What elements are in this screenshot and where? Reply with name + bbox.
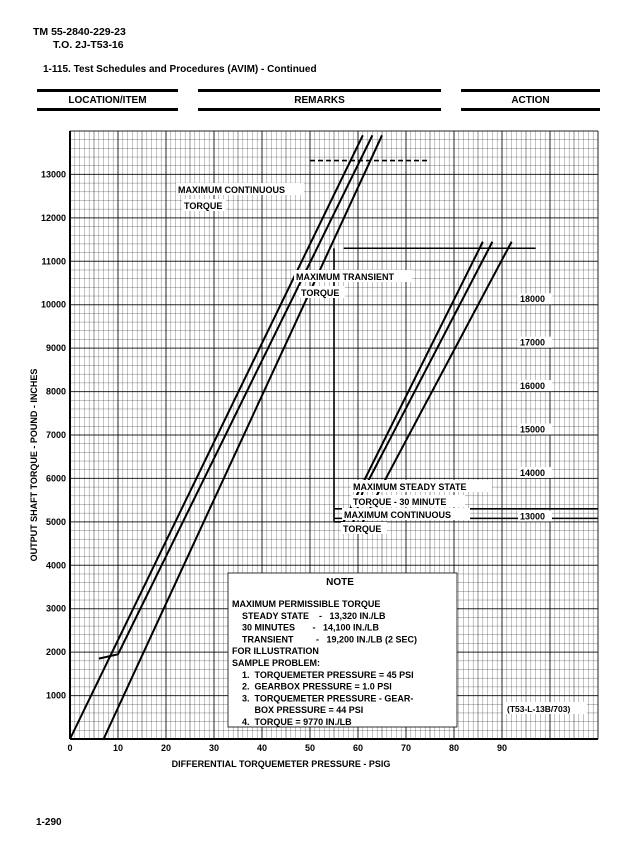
- annotation-max-continuous-1: MAXIMUM CONTINUOUS: [178, 185, 285, 195]
- y-tick-label: 12000: [40, 212, 66, 223]
- x-tick-label: 60: [352, 743, 364, 753]
- x-tick-label: 90: [496, 743, 508, 753]
- right-tick-label: 16000: [520, 381, 546, 392]
- figure-id: (T53-L-13B/703): [507, 704, 571, 714]
- column-header-action: ACTION: [461, 89, 600, 111]
- y-tick-label: 2000: [45, 647, 66, 658]
- annotation-max-transient-1: MAXIMUM TRANSIENT: [296, 272, 394, 282]
- y-tick-labels: [41, 169, 66, 700]
- annotation-max-continuous-lower-1: MAXIMUM CONTINUOUS: [344, 510, 451, 520]
- note-line: BOX PRESSURE = 44 PSI: [232, 705, 364, 716]
- x-tick-label: 50: [304, 743, 316, 753]
- y-axis-label: OUTPUT SHAFT TORQUE - POUND - INCHES: [29, 368, 39, 562]
- y-tick-label: 6000: [45, 473, 66, 484]
- page-number: 1-290: [36, 817, 62, 828]
- right-tick-label: 17000: [520, 337, 546, 348]
- y-tick-label: 5000: [45, 516, 66, 527]
- note-line: SAMPLE PROBLEM:: [232, 658, 321, 668]
- x-tick-label: 20: [160, 743, 172, 753]
- x-tick-label: 0: [67, 743, 73, 753]
- tm-number: TM 55-2840-229-23: [33, 26, 126, 38]
- note-line: 3. TORQUEMETER PRESSURE - GEAR-: [232, 693, 414, 704]
- right-tick-label: 13000: [520, 511, 546, 522]
- y-tick-label: 1000: [45, 690, 66, 701]
- x-tick-label: 40: [256, 743, 268, 753]
- x-tick-label: 80: [448, 743, 460, 753]
- annotation-max-transient-2: TORQUE: [301, 288, 340, 298]
- right-tick-label: 18000: [520, 294, 546, 305]
- note-line: STEADY STATE - 13,320 IN./LB: [232, 610, 386, 621]
- annotation-max-continuous-lower-2: TORQUE: [343, 524, 382, 534]
- x-tick-label: 70: [400, 743, 412, 753]
- annotation-max-continuous-2: TORQUE: [184, 201, 223, 211]
- y-tick-label: 9000: [45, 343, 66, 354]
- section-title: 1-115. Test Schedules and Procedures (AVIM) - Continued: [43, 64, 317, 75]
- column-header-location: LOCATION/ITEM: [37, 89, 178, 111]
- right-tick-label: 15000: [520, 424, 546, 435]
- note-line: FOR ILLUSTRATION: [232, 646, 319, 657]
- y-tick-label: 4000: [45, 560, 66, 571]
- x-tick-labels: [67, 743, 507, 753]
- to-number: T.O. 2J-T53-16: [53, 39, 124, 51]
- note-line: 1. TORQUEMETER PRESSURE = 45 PSI: [232, 669, 414, 680]
- note-line: 30 MINUTES - 14,100 IN./LB: [232, 622, 380, 633]
- note-line: 2. GEARBOX PRESSURE = 1.0 PSI: [232, 681, 392, 692]
- column-header-remarks: REMARKS: [198, 89, 441, 111]
- y-tick-label: 13000: [40, 169, 66, 180]
- y-tick-label: 8000: [45, 386, 66, 397]
- y-tick-label: 7000: [45, 430, 66, 440]
- note-title: NOTE: [326, 577, 354, 588]
- annotation-max-steady-2: TORQUE - 30 MINUTE: [353, 497, 447, 507]
- x-tick-label: 30: [208, 743, 220, 753]
- y-tick-label: 11000: [41, 256, 66, 267]
- x-tick-label: 10: [112, 743, 124, 753]
- y-tick-label: 10000: [40, 299, 66, 310]
- note-line: TRANSIENT - 19,200 IN./LB (2 SEC): [232, 634, 418, 645]
- y-tick-label: 3000: [45, 603, 66, 614]
- annotation-max-steady-1: MAXIMUM STEADY STATE: [353, 482, 467, 492]
- right-tick-label: 14000: [520, 467, 546, 478]
- note-box: [228, 573, 457, 727]
- note-line: MAXIMUM PERMISSIBLE TORQUE: [232, 599, 381, 609]
- x-axis-label: DIFFERENTIAL TORQUEMETER PRESSURE - PSIG: [171, 759, 391, 769]
- note-line: 4. TORQUE = 9770 IN./LB: [232, 717, 352, 727]
